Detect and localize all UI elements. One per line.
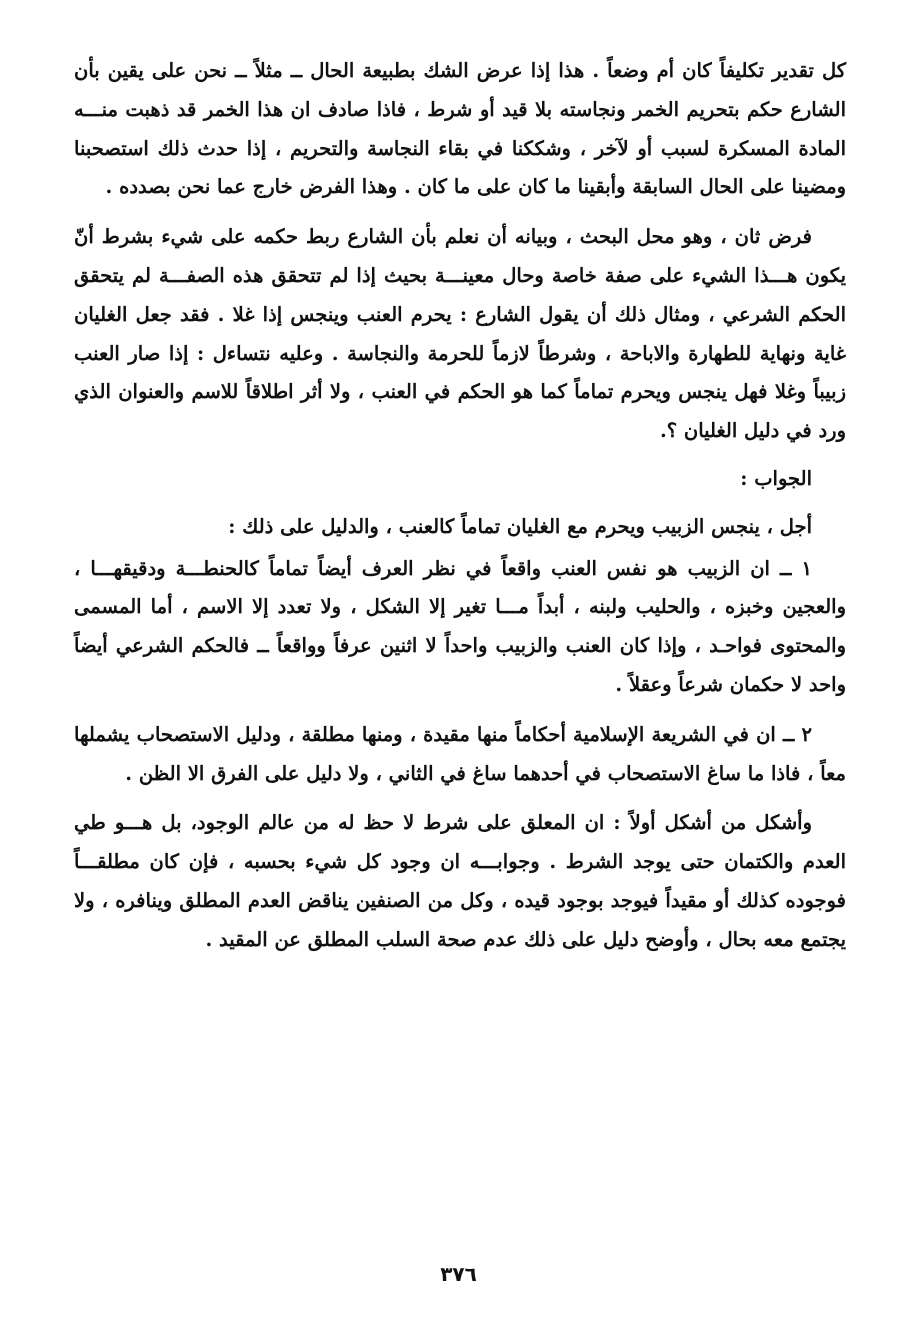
numbered-point-2: ٢ ــ ان في الشريعة الإسلامية أحكاماً منها مقيدة ، ومنها مطلقة ، ودليل الاستصحاب يشملها معاً ، فاذا ما ساغ الاستصحاب في أحدهما ساغ في الثاني ، ولا دليل على الفرق الا الظن . [74,722,846,785]
paragraph-2: فرض ثان ، وهو محل البحث ، وبيانه أن نعلم بأن الشارع ربط حكمه على شيء بشرط أنّ يكون هـــذا الشيء على صفة خاصة وحال معينـــة بحيث إذا لم تتحقق هذه الصفـــة لم يتحقق الحكم الشرعي ، ومثال ذلك أن يقول الشارع : يحرم العنب وينجس إذا غلا . فقد جعل الغليان غاية ونهاية للطهارة والاباحة ، وشرطاً لازماً للحرمة والنجاسة . وعليه نتساءل : إذا صار العنب زبيباً وغلا فهل ينجس ويحرم تماماً كما هو الحكم في العنب ، ولا أثر اطلاقاً للاسم والعنوان الذي ورد في دليل الغليان ؟. [74,225,846,443]
page-number: ٣٧٦ [440,1262,477,1286]
paragraph-4: وأشكل من أشكل أولاً : ان المعلق على شرط لا حظ له من عالم الوجود، بل هـــو طي العدم والكتمان حتى يوجد الشرط . وجوابـــه ان وجود كل شيء بحسبه ، فإن كان مطلقـــاً فوجوده كذلك أو مقيداً فيوجد بوجود قيده ، وكل من الصنفين يناقض العدم المطلق وينافره ، ولا يجتمع معه بحال ، وأوضح دليل على ذلك عدم صحة السلب المطلق عن المقيد . [74,811,846,951]
paragraph-1: كل تقدير تكليفاً كان أم وضعاً . هذا إذا عرض الشك بطبيعة الحال ــ مثلاً ــ نحن على يقين بأن الشارع حكم بتحريم الخمر ونجاسته بلا قيد أو شرط ، فاذا صادف ان هذا الخمر قد ذهبت منـــه المادة المسكرة لسبب أو لآخر ، وشككنا في بقاء النجاسة والتحريم ، إذا حدث ذلك استصحبنا ومضينا على الحال السابقة وأبقينا ما كان على ما كان . وهذا الفرض خارج عما نحن بصدده . [74,59,846,199]
page-body [74,52,846,960]
numbered-point-1: ١ ــ ان الزبيب هو نفس العنب واقعاً في نظر العرف أيضاً تماماً كالحنطـــة ودقيقهـــا ، والعجين وخبزه ، والحليب ولبنه ، أبداً مـــا تغير إلا الشكل ، ولا تعدد إلا الاسم ، أما المسمى والمحتوى فواحـد ، وإذا كان العنب والزبيب واحداً لا اثنين عرفاً وواقعاً ــ فالحكم الشرعي أيضاً واحد لا حكمان شرعاً وعقلاً . [74,556,846,696]
answer-heading: الجواب : [740,466,812,490]
paragraph-3: أجل ، ينجس الزبيب ويحرم مع الغليان تماماً كالعنب ، والدليل على ذلك : [228,514,812,538]
